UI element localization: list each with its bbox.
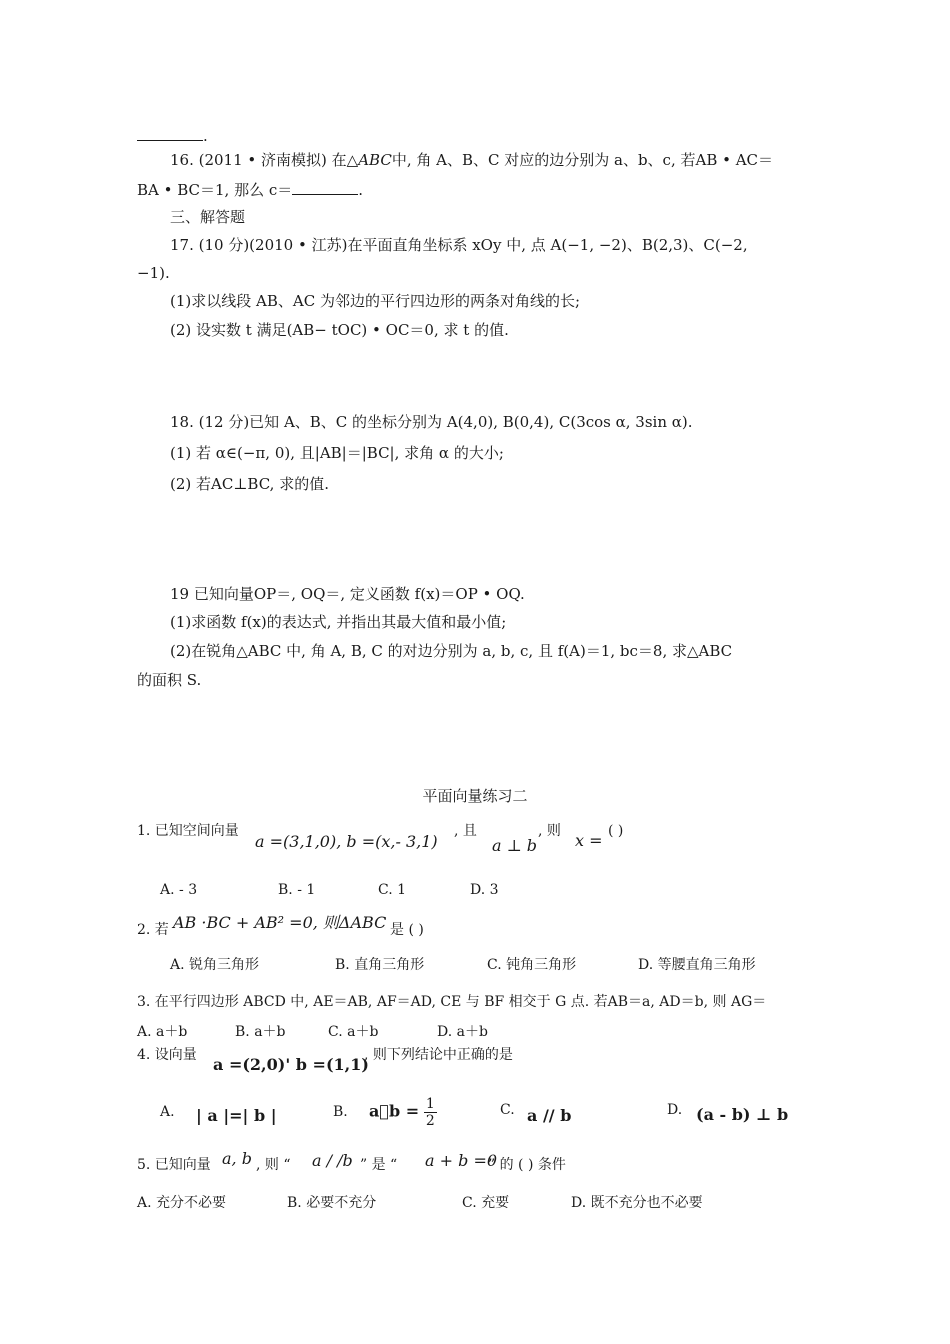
p4-option-a: | a |=| b | <box>196 1106 277 1125</box>
p4-option-c: a // b <box>527 1106 572 1125</box>
p4-option-d: (a - b) ⊥ b <box>696 1105 789 1124</box>
p5-cond1: a / /b <box>312 1151 353 1170</box>
p1-then: , 则 <box>538 823 561 839</box>
p1-perp: a ⊥ b <box>492 836 537 855</box>
section-heading-3: 三、解答题 <box>170 208 246 226</box>
p2-option-c: C. 钝角三角形 <box>487 957 577 973</box>
p1-option-c: C. 1 <box>378 882 407 898</box>
answer-blank <box>137 126 203 141</box>
q17-sub1: (1)求以线段 AB、AC 为邻边的平行四边形的两条对角线的长; <box>170 292 581 310</box>
p2-option-d: D. 等腰直角三角形 <box>638 957 756 973</box>
p3-option-b: B. a＋b <box>235 1024 286 1040</box>
p2-formula: AB ·BC + AB² =0, 则ΔABC <box>173 913 387 932</box>
p2-option-b: B. 直角三角形 <box>335 957 425 973</box>
q17-line2: −1). <box>137 264 170 282</box>
p1-stem-text: 1. 已知空间向量 <box>137 823 239 839</box>
p5-option-b: B. 必要不充分 <box>287 1195 377 1211</box>
p5-stem-b: , 则 “ <box>256 1157 291 1173</box>
p4-option-b <box>369 1096 437 1129</box>
p1-mid: , 且 <box>454 823 477 839</box>
p4-option-c-label: C. <box>500 1102 515 1118</box>
q16-text-b: 中, 角 A、B、C 对应的边分别为 a、b、c, 若AB • AC＝ <box>391 151 774 169</box>
p1-option-d: D. 3 <box>470 882 499 898</box>
q16-text-c: BA • BC＝1, 那么 c＝ <box>137 181 293 199</box>
fraction-numerator: 1 <box>425 1096 435 1112</box>
q16-line1 <box>170 150 773 170</box>
p1-option-a: A. - 3 <box>160 882 198 898</box>
p1-stem <box>137 821 239 841</box>
q16-line2 <box>137 180 363 200</box>
p3-option-a: A. a＋b <box>137 1024 188 1040</box>
q17-sub2: (2) 设实数 t 满足(AB− tOC) • OC＝0, 求 t 的值. <box>170 321 509 339</box>
p3-option-c: C. a＋b <box>328 1024 379 1040</box>
p4-option-a-label: A. <box>160 1104 175 1120</box>
p5-option-c: C. 充要 <box>462 1195 510 1211</box>
q16-text-a: 16. (2011 • 济南模拟) 在△ <box>170 151 359 169</box>
q19-line1: 19 已知向量OP＝, OQ＝, 定义函数 f(x)＝OP • OQ. <box>170 585 525 603</box>
p3-stem: 3. 在平行四边形 ABCD 中, AE＝AB, AF＝AD, CE 与 BF 相交于 G 点. 若AB＝a, AD＝b, 则 AG＝ <box>137 994 767 1010</box>
p4-stem-b: , 则下列结论中正确的是 <box>364 1047 513 1063</box>
section-title: 平面向量练习二 <box>422 787 528 805</box>
p1-paren: ( ) <box>608 823 624 839</box>
p5-cond2: a + b =0 <box>425 1151 498 1170</box>
q16-triangle: ABC <box>358 151 392 169</box>
q18-line1: 18. (12 分)已知 A、B、C 的坐标分别为 A(4,0), B(0,4), C(3cos α, 3sin α). <box>170 413 693 431</box>
p4-stem-a: 4. 设向量 <box>137 1047 197 1063</box>
p4-option-d-label: D. <box>667 1102 683 1118</box>
q16-text-d: . <box>358 181 364 199</box>
fraction <box>424 1096 437 1129</box>
q19-sub1: (1)求函数 f(x)的表达式, 并指出其最大值和最小值; <box>170 613 507 631</box>
p5-option-a: A. 充分不必要 <box>137 1195 227 1211</box>
p5-stem-d: ” 的 ( ) 条件 <box>488 1157 566 1173</box>
q19-sub2: (2)在锐角△ABC 中, 角 A, B, C 的对边分别为 a, b, c, 且 f(A)＝1, bc＝8, 求△ABC <box>170 642 733 660</box>
p5-ab: a, b <box>222 1149 252 1168</box>
q18-sub1: (1) 若 α∈(−π, 0), 且|AB|＝|BC|, 求角 α 的大小; <box>170 444 504 462</box>
p1-formula: a =(3,1,0), b =(x,- 3,1) <box>255 832 438 851</box>
p4-formula: a =(2,0)' b =(1,1) <box>213 1055 369 1074</box>
p2-option-a: A. 锐角三角形 <box>170 957 260 973</box>
p4-option-b-expr: a⃞b = <box>369 1101 420 1121</box>
q17-line1: 17. (10 分)(2010 • 江苏)在平面直角坐标系 xOy 中, 点 A(−1, −2)、B(2,3)、C(−2, <box>170 236 748 254</box>
blank-period: . <box>203 127 208 145</box>
p1-option-b: B. - 1 <box>278 882 316 898</box>
fraction-denominator: 2 <box>425 1113 435 1129</box>
p2-stem-a: 2. 若 <box>137 922 169 938</box>
answer-blank <box>292 180 358 195</box>
top-blank-line <box>137 126 208 146</box>
p5-stem-a: 5. 已知向量 <box>137 1157 211 1173</box>
p4-option-b-label: B. <box>333 1104 348 1120</box>
p5-stem-c: ” 是 “ <box>360 1157 398 1173</box>
q18-sub2: (2) 若AC⊥BC, 求的值. <box>170 475 329 493</box>
p3-option-d: D. a＋b <box>437 1024 488 1040</box>
p5-option-d: D. 既不充分也不必要 <box>571 1195 703 1211</box>
p2-stem-b: 是 ( ) <box>390 922 424 938</box>
p1-x-eq: x = <box>575 831 603 850</box>
q19-sub2b: 的面积 S. <box>137 671 202 689</box>
